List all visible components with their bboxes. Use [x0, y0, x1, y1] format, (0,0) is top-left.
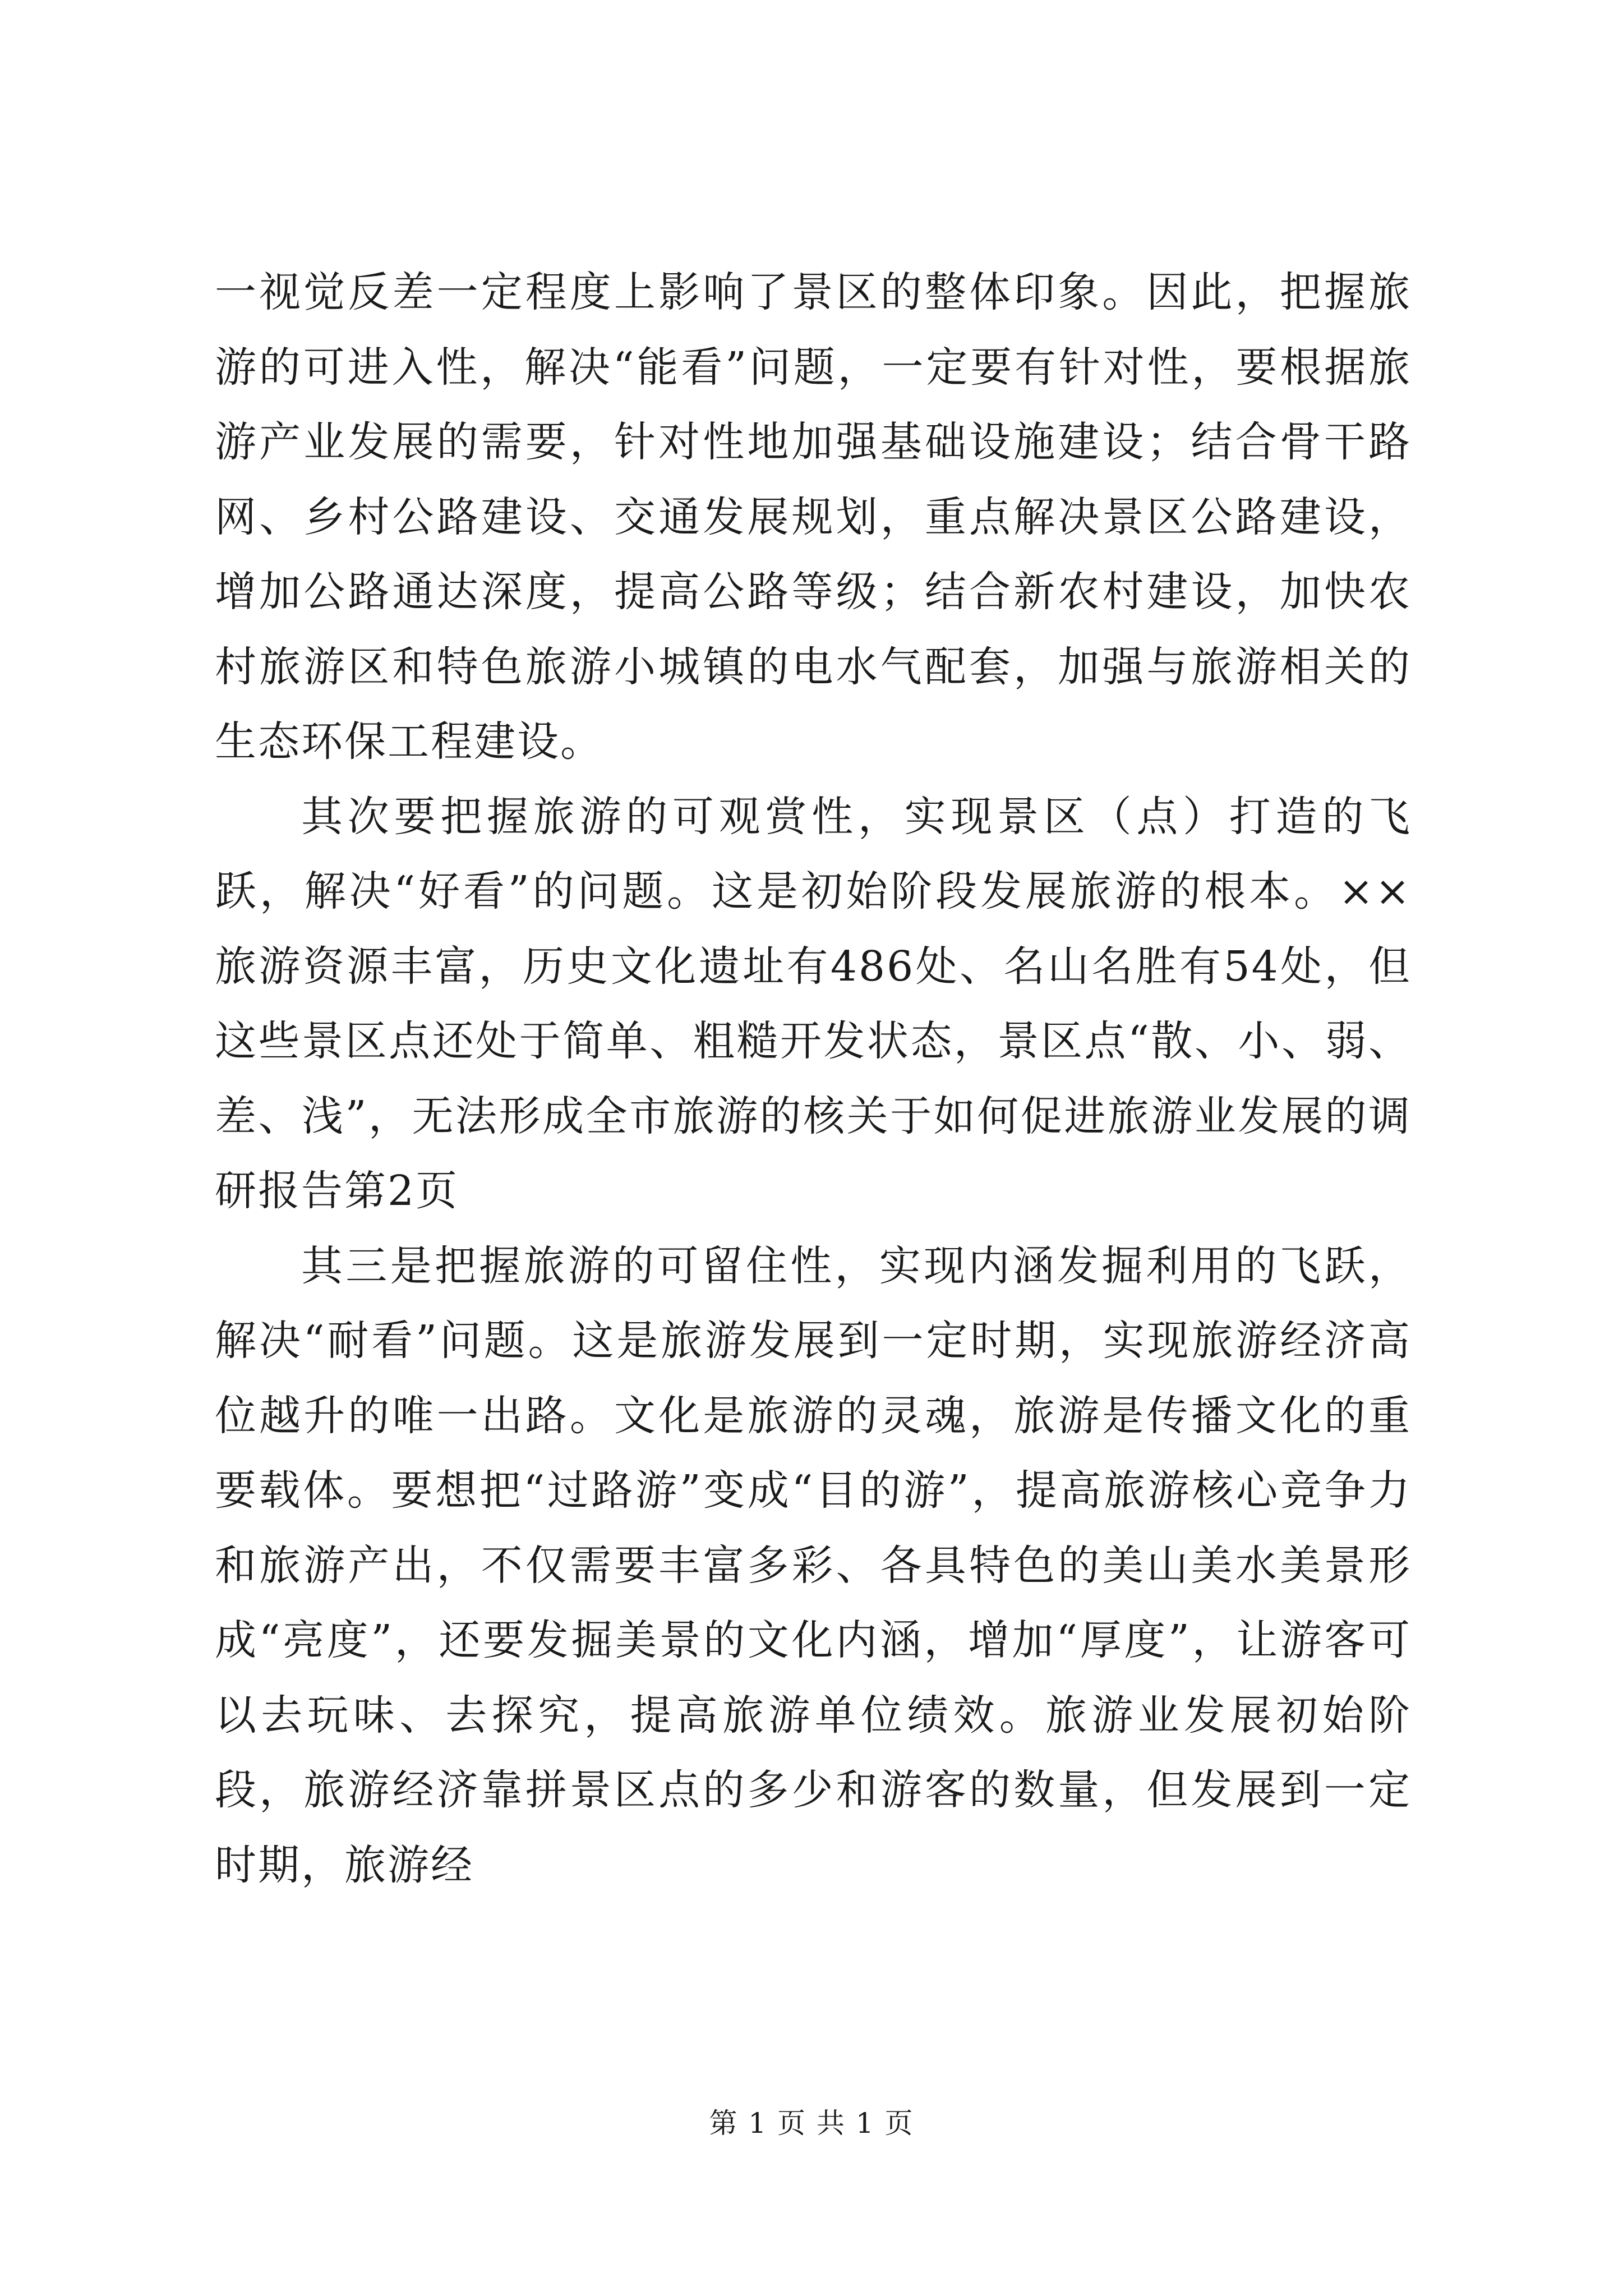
page-footer: 第 1 页 共 1 页 [709, 2107, 914, 2139]
paragraph-3: 其三是把握旅游的可留住性，实现内涵发掘利用的飞跃，解决“耐看”问题。这是旅游发展到一定时期，实现旅游经济高位越升的唯一出路。文化是旅游的灵魂，旅游是传播文化的重要载体。要想把“过路游”变成“目的游”，提高旅游核心竞争力和旅游产出，不仅需要丰富多彩、各具特色的美山美水美景形成“亮度”，还要发掘美景的文化内涵，增加“厚度”，让游客可以去玩味、去探究，提高旅游单位绩效。旅游业发展初始阶段，旅游经济靠拼景区点的多少和游客的数量，但发展到一定时期，旅游经 [215, 1241, 1412, 1889]
paragraph-2: 其次要把握旅游的可观赏性，实现景区（点）打造的飞跃，解决“好看”的问题。这是初始阶段发展旅游的根本。××旅游资源丰富，历史文化遗址有486处、名山名胜有54处，但这些景区点还处于简单、粗糙开发状态，景区点“散、小、弱、差、浅”，无法形成全市旅游的核关于如何促进旅游业发展的调研报告第2页 [215, 792, 1412, 1215]
paragraph-1: 一视觉反差一定程度上影响了景区的整体印象。因此，把握旅游的可进入性，解决“能看”问题，一定要有针对性，要根据旅游产业发展的需要，针对性地加强基础设施建设；结合骨干路网、乡村公路建设、交通发展规划，重点解决景区公路建设，增加公路通达深度，提高公路等级；结合新农村建设，加快农村旅游区和特色旅游小城镇的电水气配套，加强与旅游相关的生态环保工程建设。 [215, 268, 1412, 766]
document-body [215, 255, 1412, 1903]
